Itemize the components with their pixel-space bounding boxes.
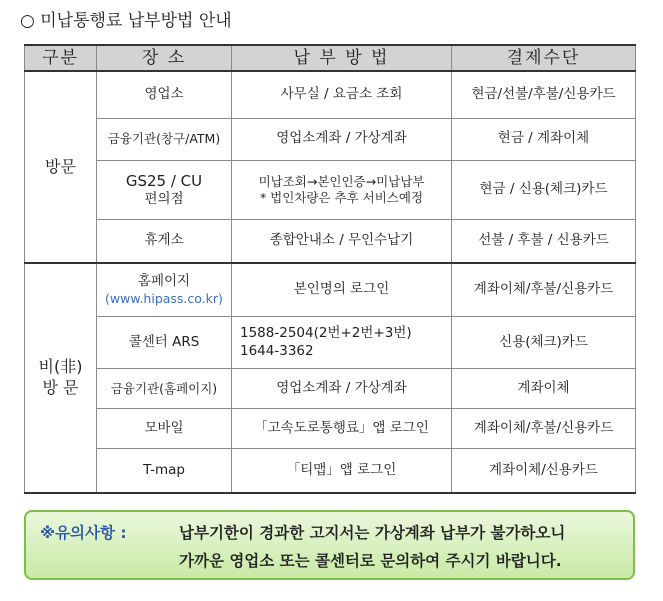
table-row [25,316,636,368]
cell-place [97,160,232,220]
cell-payment: 선불 / 후불 / 신용카드 [452,220,636,263]
cell-place: 모바일 [97,409,232,449]
method-line-2: * 법인차량은 추후 서비스예정 [259,190,424,206]
header-method: 납 부 방 법 [232,45,452,71]
table-row [25,118,636,160]
cell-payment: 계좌이체/후불/신용카드 [452,263,636,316]
cell-method: 「티맵」앱 로그인 [232,449,452,493]
group-nonvisit [25,263,97,493]
cell-place: 영업소 [97,71,232,118]
homepage-link[interactable]: (www.hipass.co.kr) [105,290,223,306]
cell-place: 금융기관(창구/ATM) [97,118,232,160]
cell-method: 영업소계좌 / 가상계좌 [232,369,452,409]
cell-payment: 현금/선불/후불/신용카드 [452,71,636,118]
cell-method [232,316,452,368]
table-row [25,71,636,118]
cell-payment: 계좌이체/신용카드 [452,449,636,493]
cell-place [97,263,232,316]
cell-payment: 계좌이체/후불/신용카드 [452,409,636,449]
notice-line-1: 납부기한이 경과한 고지서는 가상계좌 납부가 불가하오니 [179,524,566,542]
table-row [25,220,636,263]
cell-place: 콜센터 ARS [97,316,232,368]
header-category: 구분 [25,45,97,71]
notice-box [24,510,635,580]
header-place: 장 소 [97,45,232,71]
cell-method: 사무실 / 요금소 조회 [232,71,452,118]
cell-payment: 계좌이체 [452,369,636,409]
header-payment: 결제수단 [452,45,636,71]
payment-methods-table [24,44,636,494]
page-title: ○ 미납통행료 납부방법 안내 [20,11,232,31]
group-nonvisit-line-1: 비(非) [38,357,83,377]
cell-place: T-map [97,449,232,493]
cell-payment: 신용(체크)카드 [452,316,636,368]
place-line-1: GS25 / CU [125,171,203,190]
group-nonvisit-line-2: 방 문 [42,377,79,397]
table-header-row [25,45,636,71]
table-row [25,409,636,449]
cell-payment: 현금 / 계좌이체 [452,118,636,160]
cell-method: 영업소계좌 / 가상계좌 [232,118,452,160]
cell-place: 휴게소 [97,220,232,263]
table-row [25,449,636,493]
cell-place: 금융기관(홈페이지) [97,369,232,409]
notice-line-2: 가까운 영업소 또는 콜센터로 문의하여 주시기 바랍니다. [179,552,562,570]
table-row [25,160,636,220]
method-line-1: 미납조회→본인인증→미납납부 [258,173,425,189]
cell-method [232,160,452,220]
table-row [25,263,636,316]
method-line-1: 1588-2504(2번+2번+3번) [240,324,412,341]
place-line-1: 홈페이지 [137,273,191,290]
cell-method: 「고속도로통행료」앱 로그인 [232,409,452,449]
place-line-2: 편의점 [144,191,184,208]
cell-method: 본인명의 로그인 [232,263,452,316]
group-visit: 방문 [25,71,97,263]
notice-label: ※유의사항 : [40,524,127,542]
method-line-2: 1644-3362 [240,342,314,359]
cell-method: 종합안내소 / 무인수납기 [232,220,452,263]
table-row [25,369,636,409]
cell-payment: 현금 / 신용(체크)카드 [452,160,636,220]
